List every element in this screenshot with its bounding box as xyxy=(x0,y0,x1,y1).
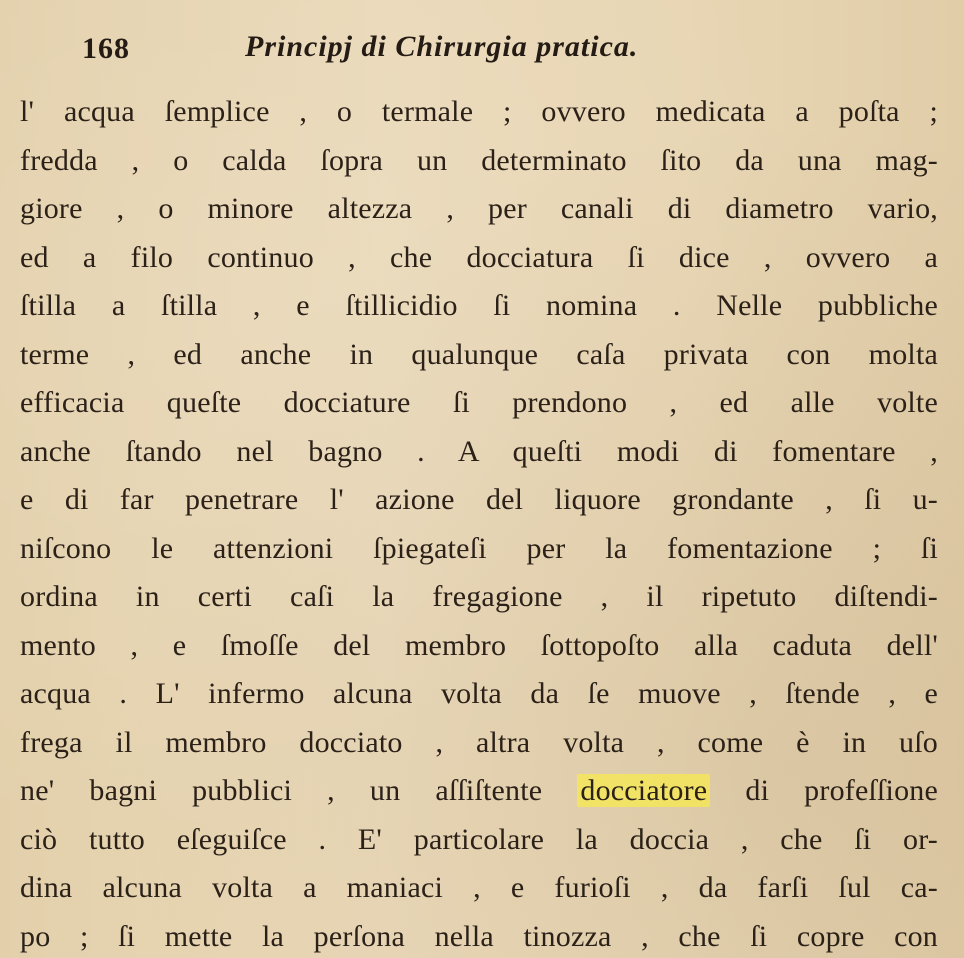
text-segment: di profeſſione xyxy=(745,774,938,807)
text-line: efficacia queſte docciature ſi prendono , ed alle volte xyxy=(20,386,938,419)
text-segment: ne' bagni pubblici , un aſſiſtente xyxy=(20,774,543,807)
text-line: terme , ed anche in qualunque caſa privata con molta xyxy=(20,337,938,371)
body-text xyxy=(20,88,938,958)
text-line: frega il membro docciato , altra volta , come è in uſo xyxy=(20,725,938,759)
text-line: l' acqua ſemplice , o termale ; ovvero medicata a poſta ; xyxy=(20,95,938,128)
text-line: ed a filo continuo , che docciatura ſi dice , ovvero a xyxy=(20,240,938,274)
text-line: ordina in certi caſi la fregagione , il ripetuto diſtendi- xyxy=(20,580,938,613)
highlighted-word: docciatore xyxy=(577,774,710,807)
text-line: e di far penetrare l' azione del liquore grondante , ſi u- xyxy=(20,483,938,516)
page-header xyxy=(0,22,964,72)
text-line: ciò tutto eſeguiſce . E' particolare la doccia , che ſi or- xyxy=(20,822,938,856)
text-line-with-highlight xyxy=(20,767,938,816)
text-line: mento , e ſmoſſe del membro ſottopoſto alla caduta dell' xyxy=(20,628,938,662)
text-line: niſcono le attenzioni ſpiegateſi per la fomentazione ; ſi xyxy=(20,531,938,565)
text-line: giore , o minore altezza , per canali di diametro vario, xyxy=(20,192,938,225)
text-line: ſtilla a ſtilla , e ſtillicidio ſi nomina . Nelle pubbliche xyxy=(20,289,938,322)
page-number: 168 xyxy=(82,32,130,65)
text-line: fredda , o calda ſopra un determinato ſito da una mag- xyxy=(20,143,938,177)
running-title: Principj di Chirurgia pratica. xyxy=(245,30,639,63)
text-line: acqua . L' infermo alcuna volta da ſe muove , ſtende , e xyxy=(20,677,938,710)
text-line: po ; ſi mette la perſona nella tinozza , che ſi copre con xyxy=(20,919,938,953)
text-line: anche ſtando nel bagno . A queſti modi di fomentare , xyxy=(20,434,938,468)
text-line: dina alcuna volta a maniaci , e furioſi , da farſi ſul ca- xyxy=(20,871,938,904)
